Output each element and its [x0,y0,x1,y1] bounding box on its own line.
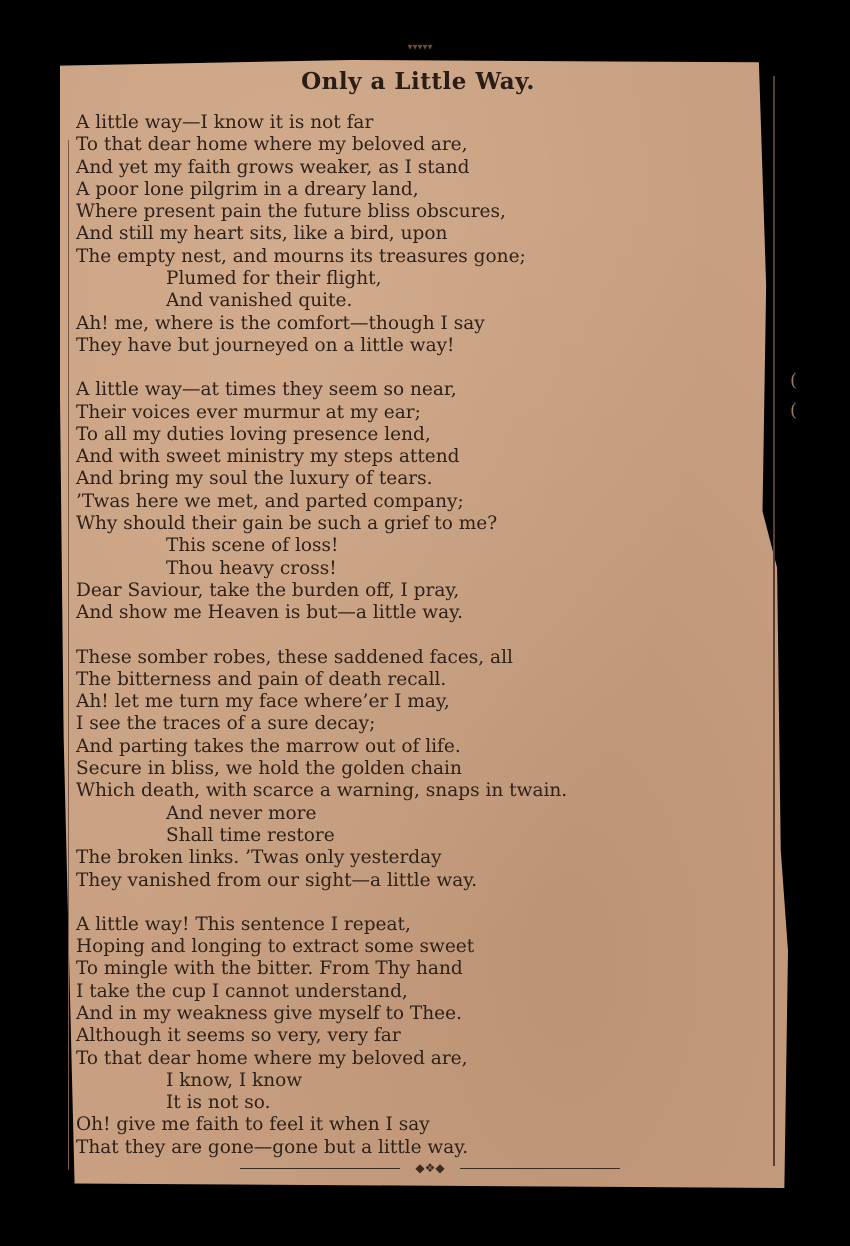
poem-line: To that dear home where my beloved are, [76,1047,468,1069]
poem-line: Secure in bliss, we hold the golden chain [76,758,462,780]
poem-line: They have but journeyed on a little way! [76,334,455,356]
poem-line: These somber robes, these saddened faces, all [76,646,513,668]
poem-line: A little way! This sentence I repeat, [76,913,411,935]
top-ornament: ▾▾▾▾▾ [407,44,433,52]
poem-line: The empty nest, and mourns its treasures gone; [76,245,526,267]
poem-line: And bring my soul the luxury of tears. [76,468,433,490]
poem-line: To that dear home where my beloved are, [76,134,468,156]
left-column-rule [68,140,69,1170]
poem-line: And vanished quite. [166,290,353,312]
bottom-ornament [240,1160,620,1176]
right-column-rule [773,76,775,1166]
poem-line: It is not so. [166,1092,271,1114]
poem-line: I take the cup I cannot understand, [76,980,408,1002]
poem-body [76,112,766,1181]
poem-line: Although it seems so very, very far [76,1025,401,1047]
poem-line: The broken links. ’Twas only yesterday [76,847,442,869]
poem-line: The bitterness and pain of death recall. [76,668,447,690]
poem-line: Shall time restore [166,824,335,846]
poem-line: Ah! let me turn my face where’er I may, [76,691,450,713]
poem-line: A little way—at times they seem so near, [76,379,457,401]
poem-line: A poor lone pilgrim in a dreary land, [76,178,419,200]
poem-stanza [76,914,766,1159]
poem-line: Dear Saviour, take the burden off, I pray, [76,579,460,601]
poem-line: And yet my faith grows weaker, as I stand [76,156,470,178]
poem-line: Plumed for their flight, [166,268,382,290]
poem-line: And show me Heaven is but—a little way. [76,602,464,624]
poem-line: A little way—I know it is not far [76,112,374,133]
poem-line: I know, I know [166,1069,303,1091]
poem-title: Only a Little Way. [301,68,535,95]
poem-line: Why should their gain be such a grief to me? [76,513,498,535]
ornament-rule-right [460,1168,620,1169]
poem-line: Which death, with scarce a warning, snaps in twain. [76,780,568,802]
poem-line: Thou heavy cross! [166,557,337,579]
ornament-rule-left [240,1168,400,1169]
poem-line: ’Twas here we met, and parted company; [76,490,464,512]
poem-line: Oh! give me faith to feel it when I say [76,1114,430,1136]
poem-line: That they are gone—gone but a little way. [76,1136,469,1158]
poem-line: I see the traces of a sure decay; [76,713,376,735]
poem-line: And still my heart sits, like a bird, upon [76,223,448,245]
poem-line: Ah! me, where is the comfort—though I say [76,312,485,334]
poem-line: Their voices ever murmur at my ear; [76,401,421,423]
poem-line: To mingle with the bitter. From Thy hand [76,958,463,980]
poem-line: They vanished from our sight—a little way. [76,869,478,891]
poem-stanza [76,647,766,892]
poem-line: To all my duties loving presence lend, [76,423,431,445]
poem-line: This scene of loss! [166,535,339,557]
poem-line: And with sweet ministry my steps attend [76,446,460,468]
poem-line: And in my weakness give myself to Thee. [76,1002,462,1024]
poem-line: Hoping and longing to extract some sweet [76,936,475,958]
poem-line: And parting takes the marrow out of life. [76,735,461,757]
poem-line: And never more [166,802,317,824]
poem-stanza [76,379,766,624]
poem-stanza [76,112,766,357]
ornament-mark: ◆❖◆ [415,1161,445,1175]
adjacent-column-edge-marks: ( ( [790,370,798,421]
poem-line: Where present pain the future bliss obscures, [76,201,506,223]
